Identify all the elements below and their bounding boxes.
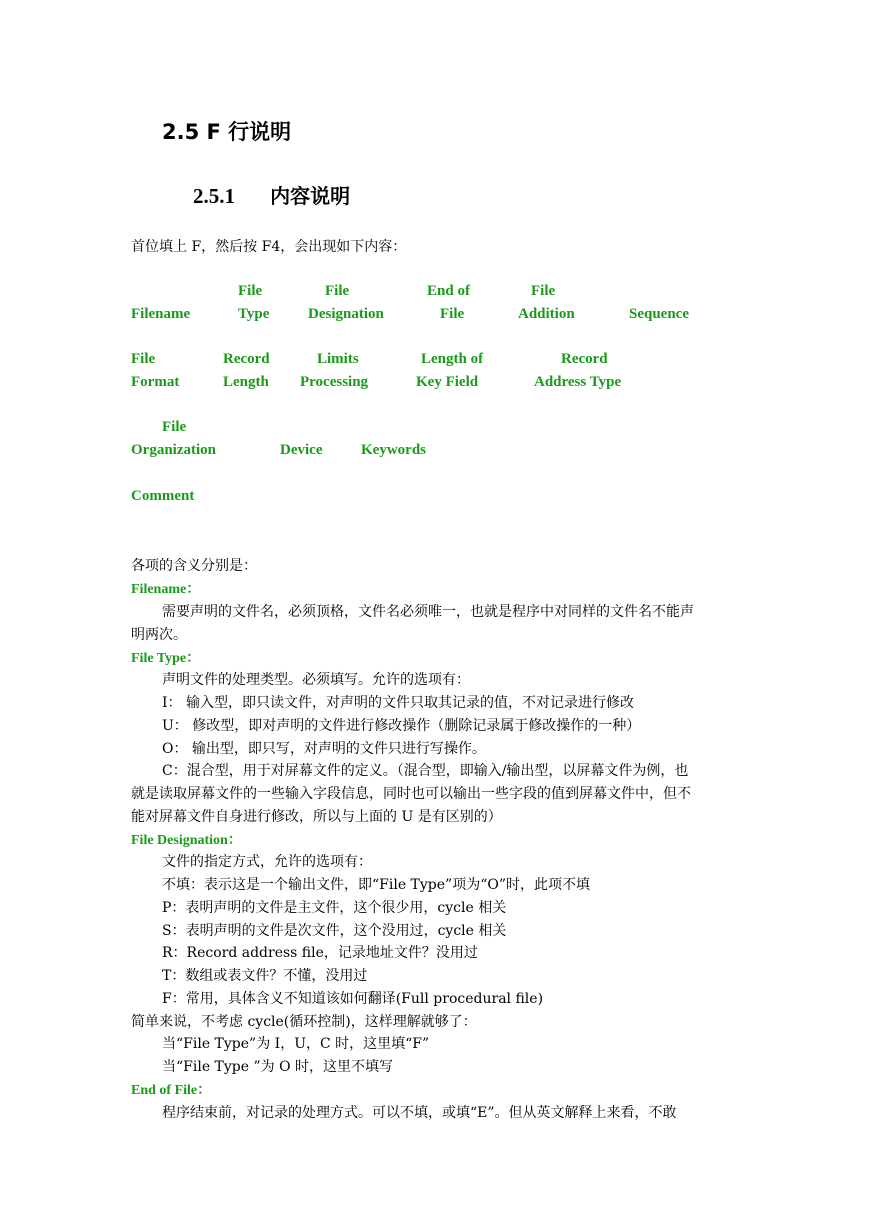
section-heading: 2.5 F 行说明 bbox=[162, 120, 292, 144]
filedesignation-option: F：常用，具体含义不知道该如何翻译(Full procedural file) bbox=[162, 991, 544, 1007]
field-top: File bbox=[238, 283, 263, 299]
filetype-label: File Type： bbox=[131, 651, 201, 666]
filedesignation-text: 当“File Type ”为 O 时，这里不填写 bbox=[162, 1059, 394, 1075]
field-name: Length bbox=[223, 374, 269, 390]
subsection-title: 内容说明 bbox=[270, 184, 351, 208]
intro-text: 首位填上 F，然后按 F4，会出现如下内容： bbox=[131, 239, 407, 255]
filedesignation-option: P：表明声明的文件是主文件，这个很少用，cycle 相关 bbox=[162, 900, 507, 916]
field-name: Type bbox=[238, 306, 270, 322]
field-name: Device bbox=[280, 442, 323, 458]
filetype-option: I： 输入型，即只读文件，对声明的文件只取其记录的值，不对记录进行修改 bbox=[162, 695, 634, 711]
field-top: File bbox=[531, 283, 556, 299]
filedesignation-option: S：表明声明的文件是次文件，这个没用过，cycle 相关 bbox=[162, 923, 507, 939]
field-top: Record bbox=[223, 351, 270, 367]
subsection-heading bbox=[193, 180, 350, 209]
field-top: File bbox=[131, 351, 156, 367]
field-top: Limits bbox=[317, 351, 359, 367]
subsection-number: 2.5.1 bbox=[193, 184, 235, 208]
field-top: End of bbox=[427, 283, 470, 299]
field-name: Sequence bbox=[629, 306, 689, 322]
filedesignation-option: R：Record address file，记录地址文件？没用过 bbox=[162, 945, 478, 961]
endoffile-text: 程序结束前，对记录的处理方式。可以不填，或填“E”。但从英文解释上来看，不敢 bbox=[162, 1105, 677, 1121]
filetype-text: 声明文件的处理类型。必须填写。允许的选项有： bbox=[162, 672, 470, 688]
field-name: Processing bbox=[300, 374, 369, 390]
filedesignation-option: 不填：表示这是一个输出文件，即“File Type”项为“O”时，此项不填 bbox=[162, 877, 591, 893]
filetype-text: 就是读取屏幕文件的一些输入字段信息，同时也可以输出一些字段的值到屏幕文件中，但不 bbox=[131, 786, 691, 802]
field-top: Length of bbox=[421, 351, 484, 367]
endoffile-label: End of File： bbox=[131, 1083, 212, 1098]
field-name: Comment bbox=[131, 488, 195, 504]
filedesignation-option: T：数组或表文件？不懂，没用过 bbox=[162, 968, 368, 984]
field-name: Filename bbox=[131, 306, 191, 322]
filedesignation-text: 当“File Type”为 I，U，C 时，这里填“F” bbox=[162, 1036, 430, 1052]
filedesignation-label: File Designation： bbox=[131, 833, 242, 848]
field-name: Format bbox=[131, 374, 180, 390]
filetype-option: C：混合型，用于对屏幕文件的定义。（混合型，即输入/输出型，以屏幕文件为例，也 bbox=[162, 763, 689, 779]
field-name: Keywords bbox=[361, 442, 426, 458]
field-name: Organization bbox=[131, 442, 216, 458]
meanings-title: 各项的含义分别是： bbox=[131, 558, 257, 574]
filetype-option: U： 修改型，即对声明的文件进行修改操作（删除记录属于修改操作的一种） bbox=[162, 718, 641, 734]
filename-label: Filename： bbox=[131, 582, 201, 597]
field-name: Designation bbox=[308, 306, 384, 322]
filetype-text: 能对屏幕文件自身进行修改，所以与上面的 U 是有区别的） bbox=[131, 809, 502, 825]
filename-text: 明两次。 bbox=[131, 627, 187, 643]
filedesignation-text: 文件的指定方式，允许的选项有： bbox=[162, 854, 372, 870]
field-name: File bbox=[440, 306, 465, 322]
filetype-option: O： 输出型，即只写，对声明的文件只进行写操作。 bbox=[162, 741, 486, 757]
field-name: Key Field bbox=[416, 374, 479, 390]
field-top: File bbox=[325, 283, 350, 299]
filedesignation-text: 简单来说，不考虑 cycle(循环控制)，这样理解就够了： bbox=[131, 1014, 477, 1030]
field-name: Address Type bbox=[534, 374, 622, 390]
filename-text: 需要声明的文件名，必须顶格，文件名必须唯一，也就是程序中对同样的文件名不能声 bbox=[162, 604, 694, 620]
field-name: Addition bbox=[518, 306, 575, 322]
field-top: Record bbox=[561, 351, 608, 367]
field-top: File bbox=[162, 419, 187, 435]
